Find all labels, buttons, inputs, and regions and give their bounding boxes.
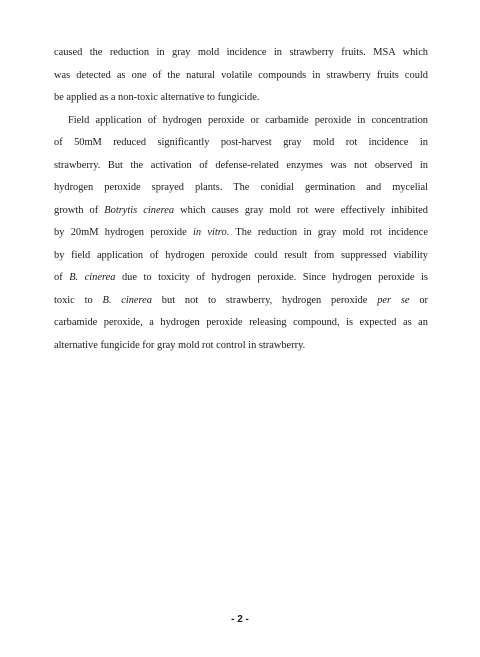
text-line: hydrogen peroxide sprayed plants. The conidial germination and mycelial bbox=[54, 182, 428, 193]
text-line: carbamide peroxide, a hydrogen peroxide releasing compound, is expected as an bbox=[54, 317, 428, 328]
text-run: . The reduction in gray mold rot incidence bbox=[226, 227, 429, 238]
text-line bbox=[54, 200, 428, 223]
text-line bbox=[54, 267, 428, 290]
paragraph-1 bbox=[54, 42, 428, 110]
text-line: strawberry. But the activation of defense-related enzymes was not observed in bbox=[54, 159, 428, 171]
latin-term: per se bbox=[377, 294, 410, 306]
text-line: alternative fungicide for gray mold rot control in strawberry. bbox=[54, 339, 306, 351]
paragraph-2 bbox=[54, 110, 428, 358]
text-run: which causes gray mold rot were effectively inhibited bbox=[174, 204, 428, 216]
text-line bbox=[54, 290, 428, 313]
body-text bbox=[54, 42, 428, 357]
text-line: caused the reduction in gray mold incidence in strawberry fruits. MSA which bbox=[54, 47, 428, 58]
text-run: toxic to bbox=[54, 294, 103, 306]
text-line: of 50mM reduced significantly post-harvest gray mold rot incidence in bbox=[54, 137, 428, 148]
text-run: or bbox=[409, 294, 428, 306]
species-name: B. cinerea bbox=[102, 294, 152, 306]
text-run: growth of bbox=[54, 204, 105, 216]
latin-term: in vitro bbox=[193, 227, 227, 238]
text-run: but not to strawberry, hydrogen peroxide bbox=[152, 294, 378, 306]
text-line bbox=[54, 222, 428, 245]
text-line: was detected as one of the natural volatile compounds in strawberry fruits could bbox=[54, 69, 428, 81]
text-run: of bbox=[54, 272, 70, 283]
text-line: Field application of hydrogen peroxide or carbamide peroxide in concentration bbox=[68, 114, 428, 126]
page-number: - 2 - bbox=[231, 614, 249, 625]
text-run: by 20mM hydrogen peroxide bbox=[54, 227, 194, 238]
species-name: B. cinerea bbox=[69, 272, 116, 283]
text-line: by field application of hydrogen peroxide could result from suppressed viability bbox=[54, 249, 428, 261]
species-name: Botrytis cinerea bbox=[104, 204, 175, 216]
text-line: be applied as a non-toxic alternative to fungicide. bbox=[54, 92, 260, 103]
text-run: due to toxicity of hydrogen peroxide. Since hydrogen peroxide is bbox=[115, 272, 428, 283]
